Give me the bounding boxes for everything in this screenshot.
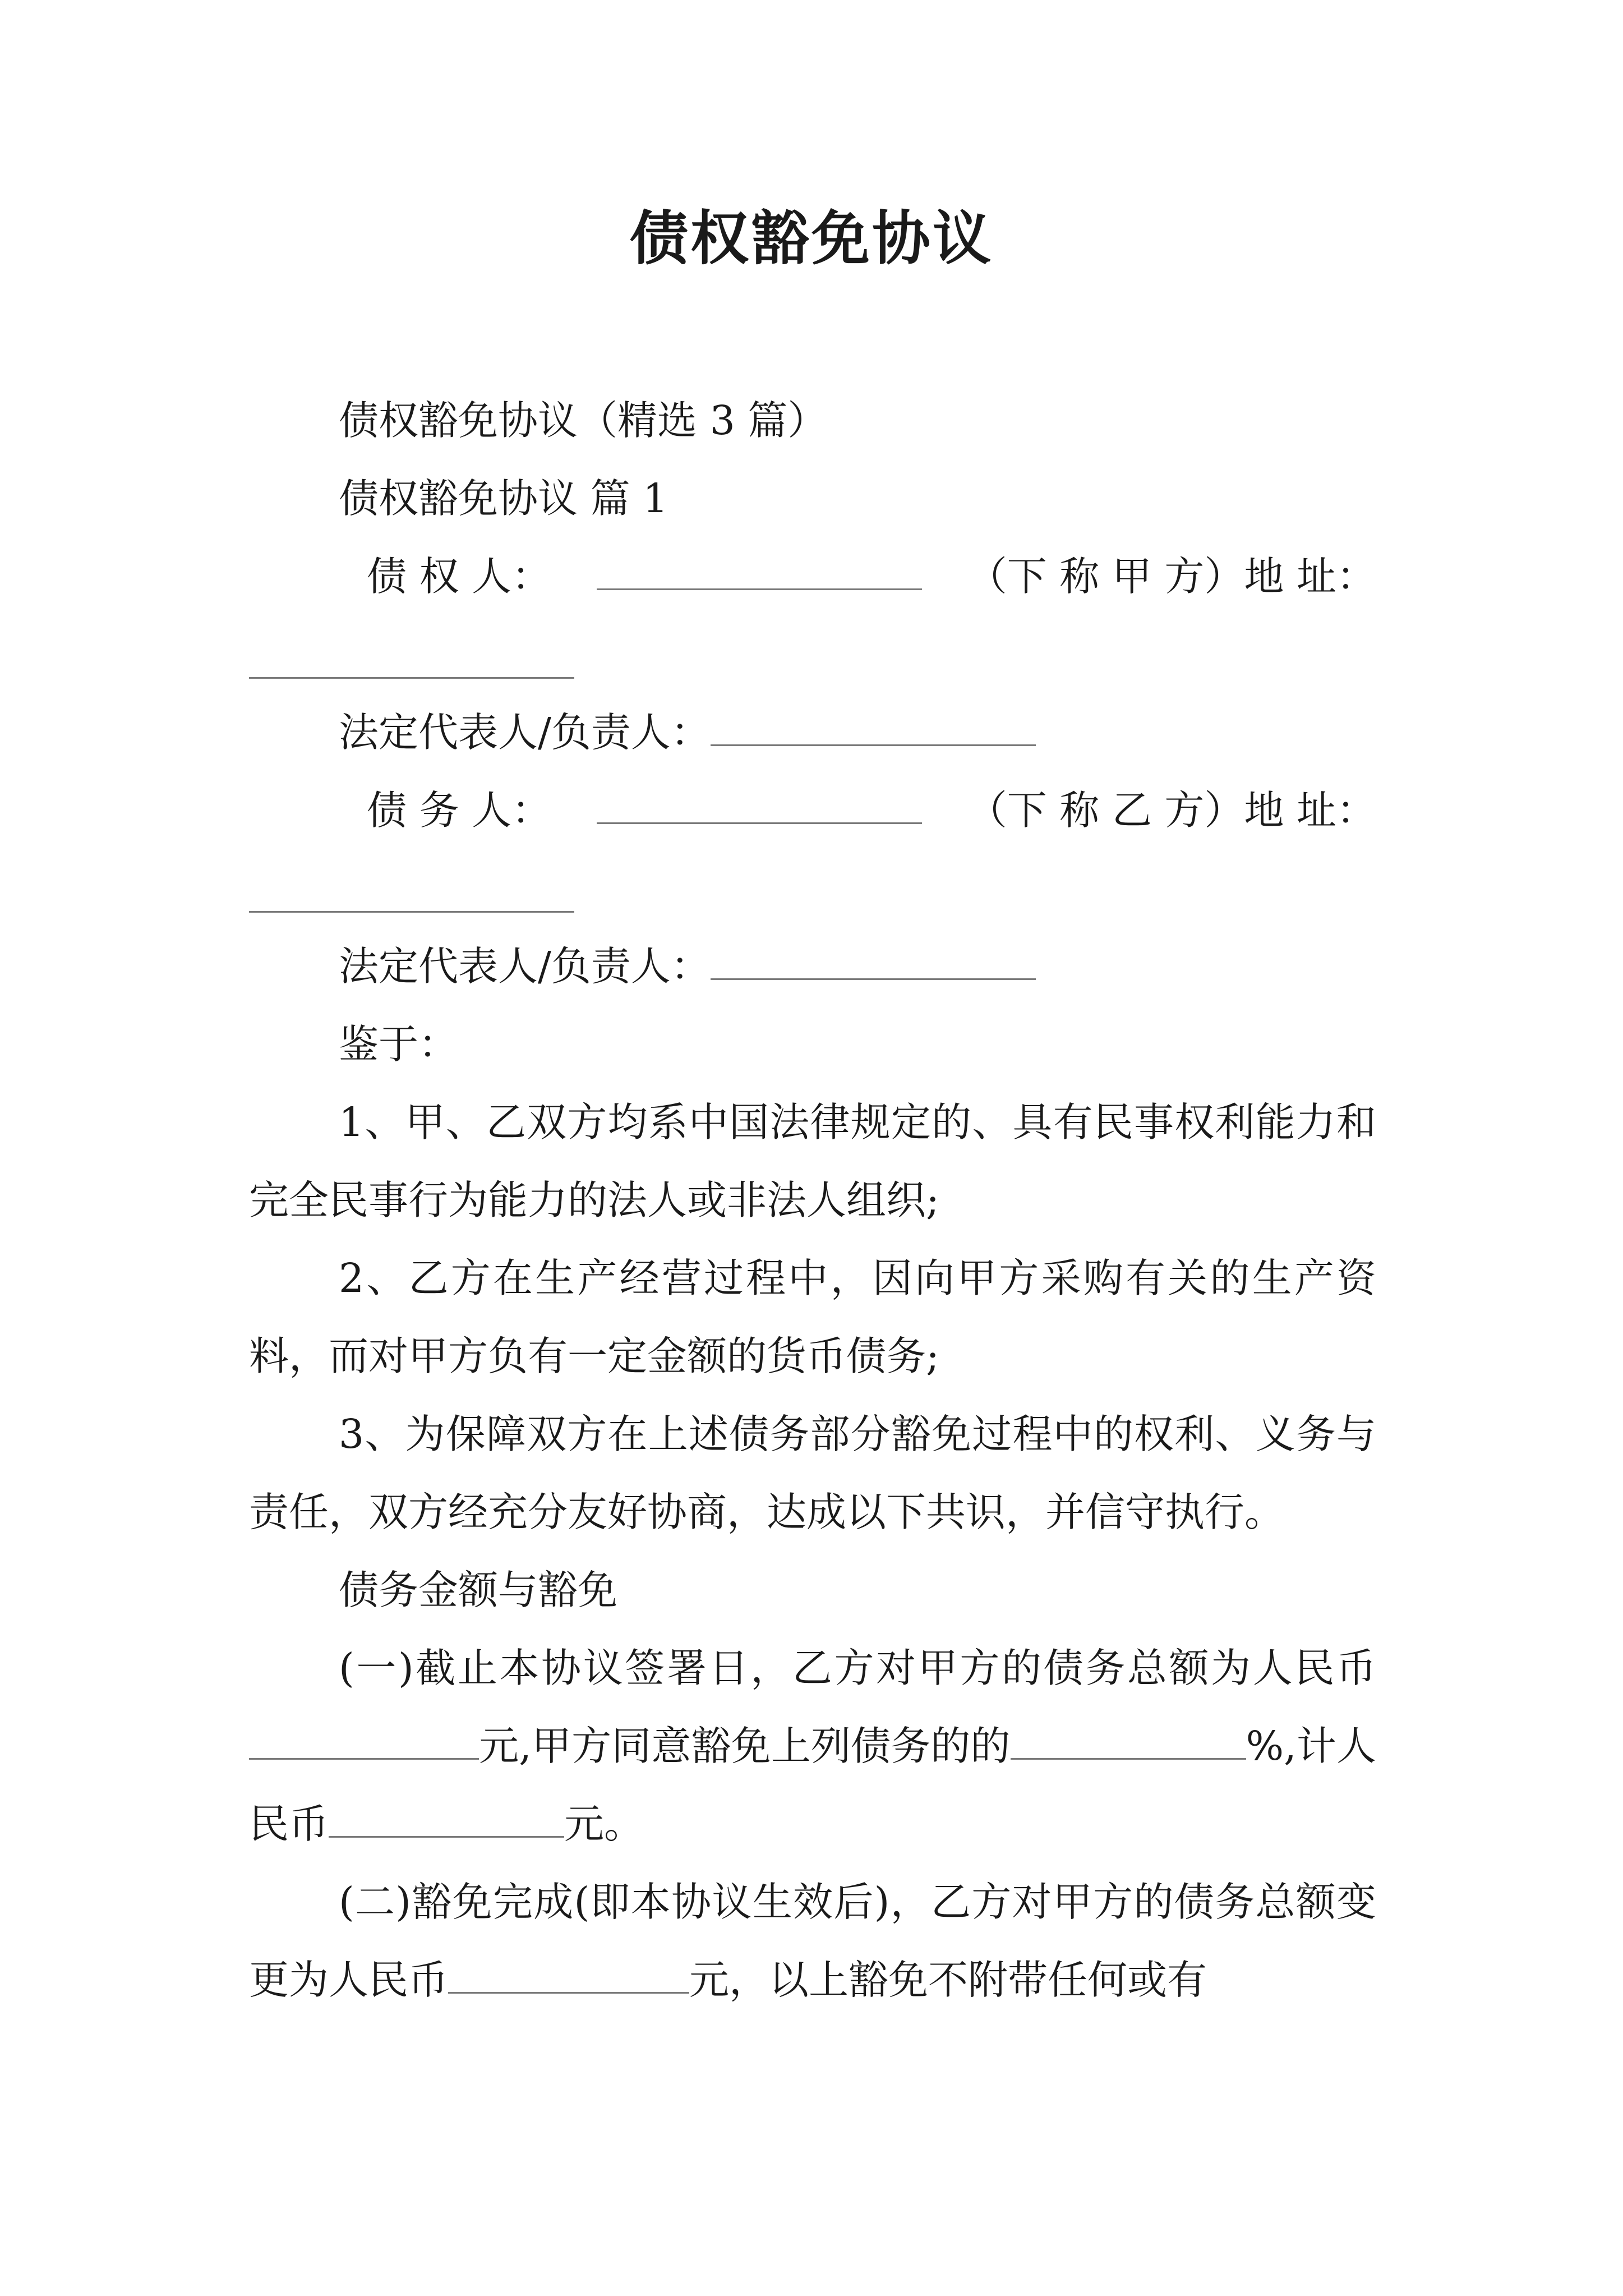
item-1-waived-blank <box>329 1802 564 1838</box>
creditor-address-blank <box>249 643 574 679</box>
item-2-part-b: 元，以上豁免不附带任何或有 <box>689 1957 1207 2003</box>
clause-2: 2、乙方在生产经营过程中，因向甲方采购有关的生产资料，而对甲方负有一定金额的货币债务; <box>249 1255 1376 1379</box>
creditor-rep-line <box>249 693 1376 771</box>
whereas: 鉴于： <box>339 1021 459 1068</box>
debtor-line <box>249 771 1376 849</box>
debtor-address-line <box>249 849 1376 927</box>
item-1-part-b: 元,甲方同意豁免上列债务的的 <box>479 1723 1011 1769</box>
item-1 <box>249 1629 1376 1863</box>
creditor-rep-blank <box>711 711 1036 746</box>
creditor-suffix: （下 称 甲 方）地 址： <box>967 553 1376 600</box>
debtor-name-blank <box>597 789 922 824</box>
debtor-rep-line <box>249 927 1376 1005</box>
subtitle: 债权豁免协议（精选 3 篇） <box>339 397 828 444</box>
section-heading: 债权豁免协议 篇 1 <box>339 475 668 522</box>
creditor-address-line <box>249 615 1376 693</box>
creditor-label: 债 权 人： <box>367 553 552 600</box>
debtor-address-blank <box>249 877 574 913</box>
item-1-part-a: (一)截止本协议签署日，乙方对甲方的债务总额为人民币 <box>339 1645 1376 1691</box>
item-1-amount-blank <box>249 1724 479 1760</box>
debtor-rep-blank <box>711 945 1036 980</box>
debt-heading: 债务金额与豁免 <box>339 1567 618 1613</box>
document-title: 债权豁免协议 <box>629 204 993 273</box>
clause-1: 1、甲、乙双方均系中国法律规定的、具有民事权利能力和完全民事行为能力的法人或非法人组织; <box>249 1099 1376 1223</box>
debtor-suffix: （下 称 乙 方）地 址： <box>967 787 1376 834</box>
clause-3: 3、为保障双方在上述债务部分豁免过程中的权利、义务与责任，双方经充分友好协商，达成以下共识，并信守执行。 <box>249 1411 1376 1535</box>
item-2 <box>249 1863 1376 2019</box>
debtor-label: 债 务 人： <box>367 787 552 834</box>
item-2-amount-blank <box>448 1958 689 1994</box>
document-body <box>249 381 1376 2019</box>
item-2-part-a: (二)豁免完成(即本协议生效后)，乙方对甲方的债务总额变更为人民币 <box>249 1879 1376 2003</box>
item-1-part-c: %,计人民币 <box>249 1723 1376 1847</box>
debtor-rep-label: 法定代表人/负责人： <box>339 943 711 990</box>
creditor-line <box>249 537 1376 615</box>
item-1-part-d: 元。 <box>564 1801 644 1847</box>
creditor-name-blank <box>597 555 922 590</box>
item-1-percent-blank <box>1011 1724 1246 1760</box>
creditor-rep-label: 法定代表人/负责人： <box>339 709 711 756</box>
